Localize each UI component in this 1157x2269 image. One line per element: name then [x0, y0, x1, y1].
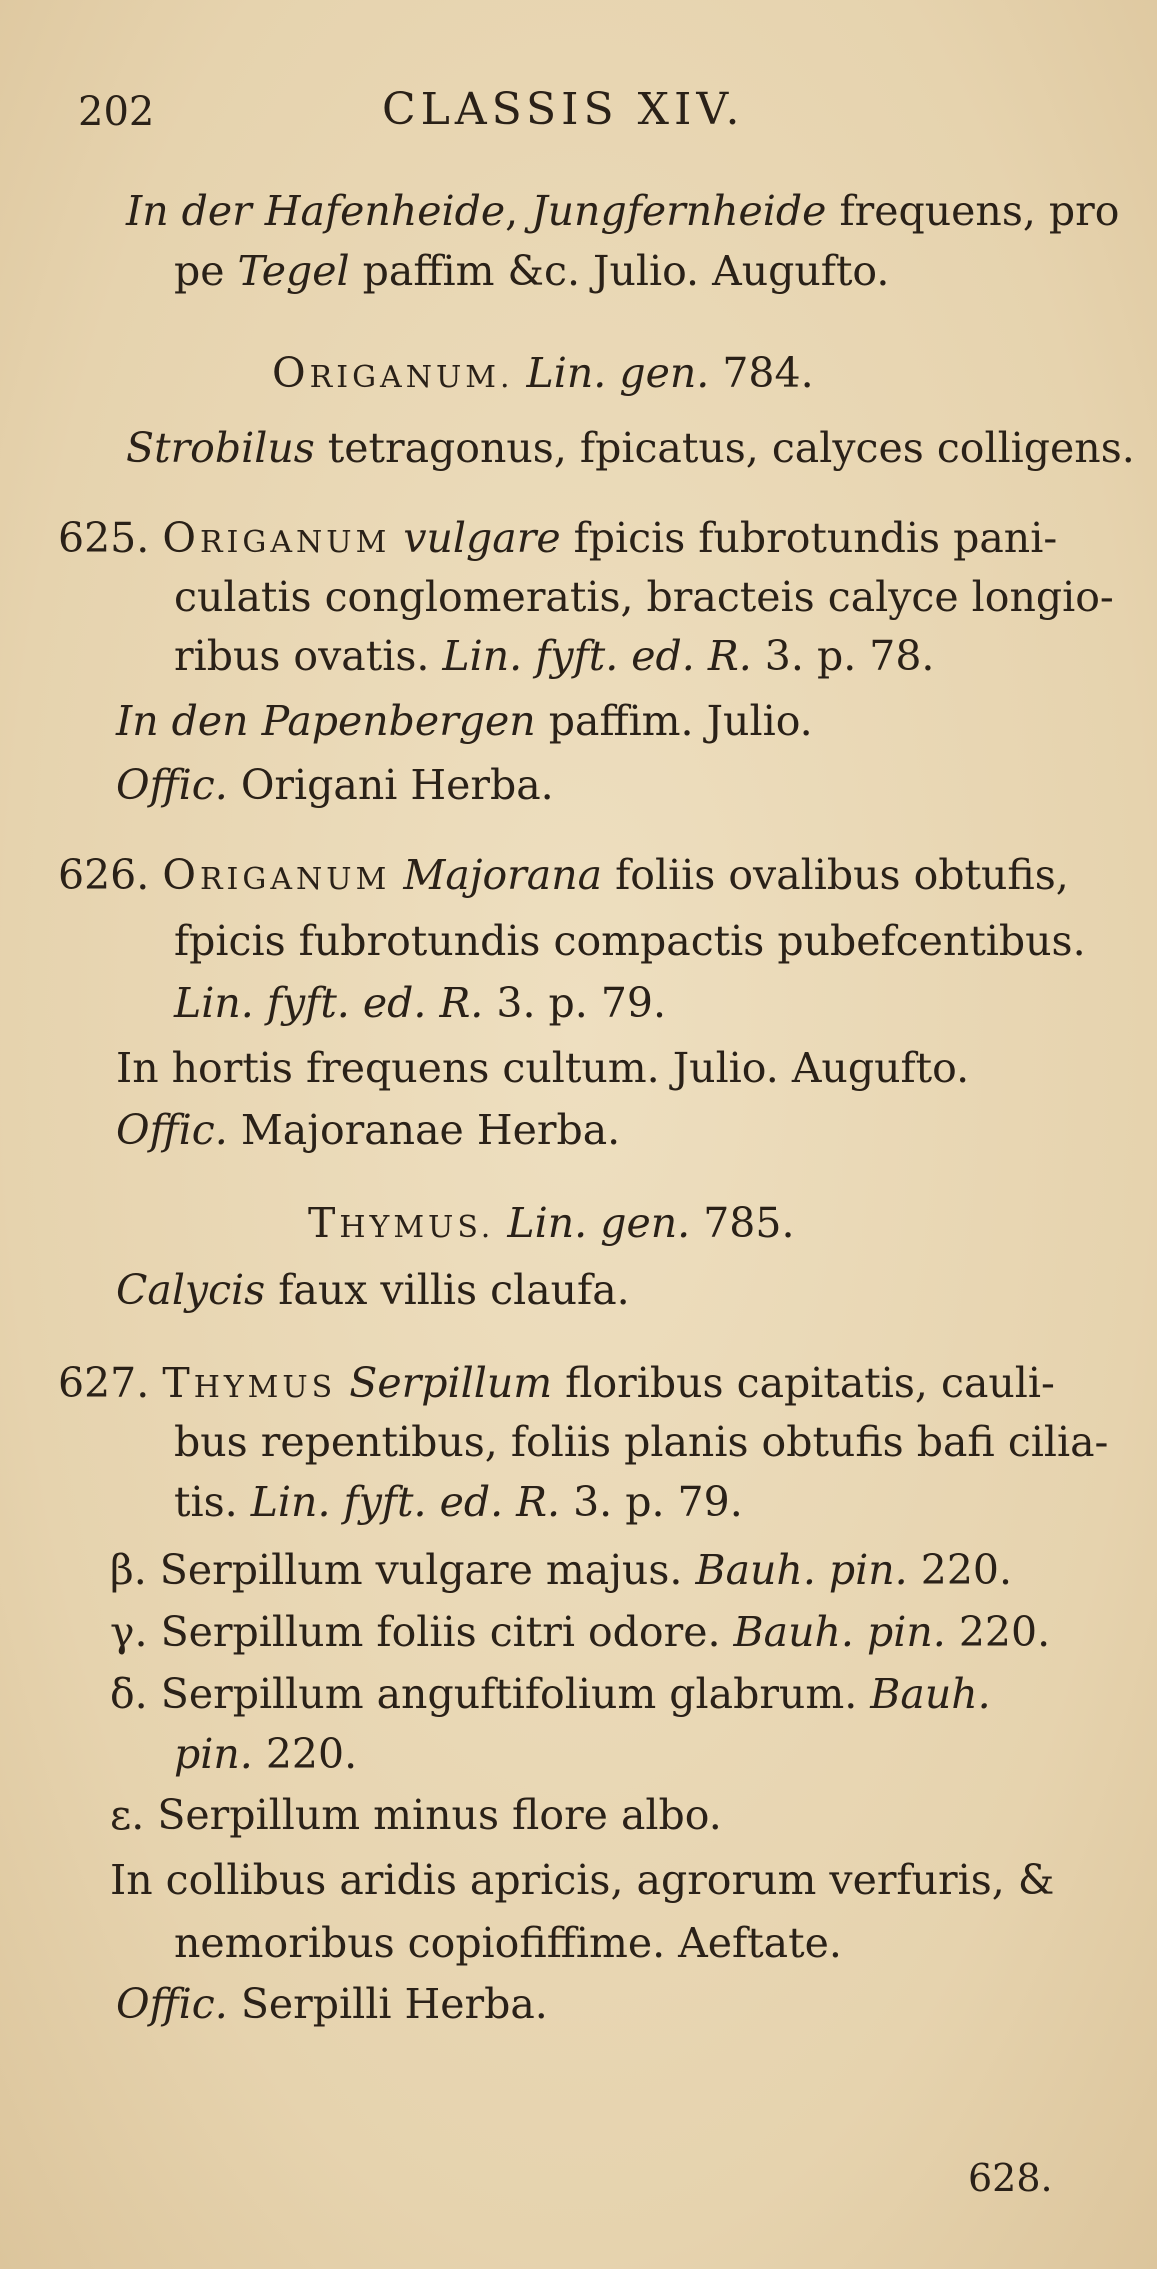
- variety-beta: β. Serpillum vulgare majus. Bauh. pin. 220.: [110, 1546, 1013, 1594]
- species-627-line-2: bus repentibus, foliis planis obtufis bafi cilia-: [174, 1418, 1109, 1466]
- species-627-officinal: Offic. Serpilli Herba.: [116, 1980, 548, 2028]
- species-626-line-2: fpicis fubrotundis compactis pubefcentibus.: [174, 917, 1086, 965]
- species-625-officinal: Offic. Origani Herba.: [116, 761, 554, 809]
- species-626-officinal: Offic. Majoranae Herba.: [116, 1106, 621, 1154]
- intro-line-1: In der Hafenheide, Jungfernheide frequens, pro: [126, 187, 1120, 235]
- genus-character-thymus: Calycis faux villis claufa.: [116, 1266, 630, 1314]
- species-626-habitat: In hortis frequens cultum. Julio. Augufto.: [116, 1044, 970, 1092]
- species-625-habitat: In den Papenbergen paffim. Julio.: [116, 697, 813, 745]
- species-627-habitat-line-2: nemoribus copiofiffime. Aeftate.: [174, 1919, 842, 1967]
- running-title: CLASSIS XIV.: [382, 84, 745, 135]
- genus-heading-origanum: ORIGANUM. Lin. gen. 784.: [272, 349, 814, 397]
- species-626-line-1: 626. ORIGANUM Majorana foliis ovalibus obtufis,: [58, 851, 1069, 899]
- variety-gamma: γ. Serpillum foliis citri odore. Bauh. pin. 220.: [110, 1608, 1051, 1656]
- genus-character-origanum: Strobilus tetragonus, fpicatus, calyces colligens.: [126, 424, 1135, 472]
- species-627-habitat-line-1: In collibus aridis apricis, agrorum verfuris, &: [110, 1856, 1055, 1904]
- variety-epsilon: ε. Serpillum minus flore albo.: [110, 1791, 722, 1839]
- catchword: 628.: [968, 2156, 1053, 2200]
- variety-delta-line-1: δ. Serpillum anguftifolium glabrum. Bauh.: [110, 1670, 991, 1718]
- page-number: 202: [78, 89, 155, 135]
- genus-heading-thymus: THYMUS. Lin. gen. 785.: [308, 1199, 795, 1247]
- species-625-line-1: 625. ORIGANUM vulgare fpicis fubrotundis pani-: [58, 514, 1058, 562]
- species-627-line-3: tis. Lin. fyft. ed. R. 3. p. 79.: [174, 1478, 743, 1526]
- variety-delta-line-2: pin. 220.: [174, 1730, 358, 1778]
- species-627-line-1: 627. THYMUS Serpillum floribus capitatis, cauli-: [58, 1359, 1055, 1407]
- species-625-line-2: culatis conglomeratis, bracteis calyce longio-: [174, 573, 1114, 621]
- species-625-line-3: ribus ovatis. Lin. fyft. ed. R. 3. p. 78.: [174, 632, 935, 680]
- species-626-line-3: Lin. fyft. ed. R. 3. p. 79.: [174, 979, 667, 1027]
- intro-line-2: pe Tegel paffim &c. Julio. Augufto.: [174, 247, 890, 295]
